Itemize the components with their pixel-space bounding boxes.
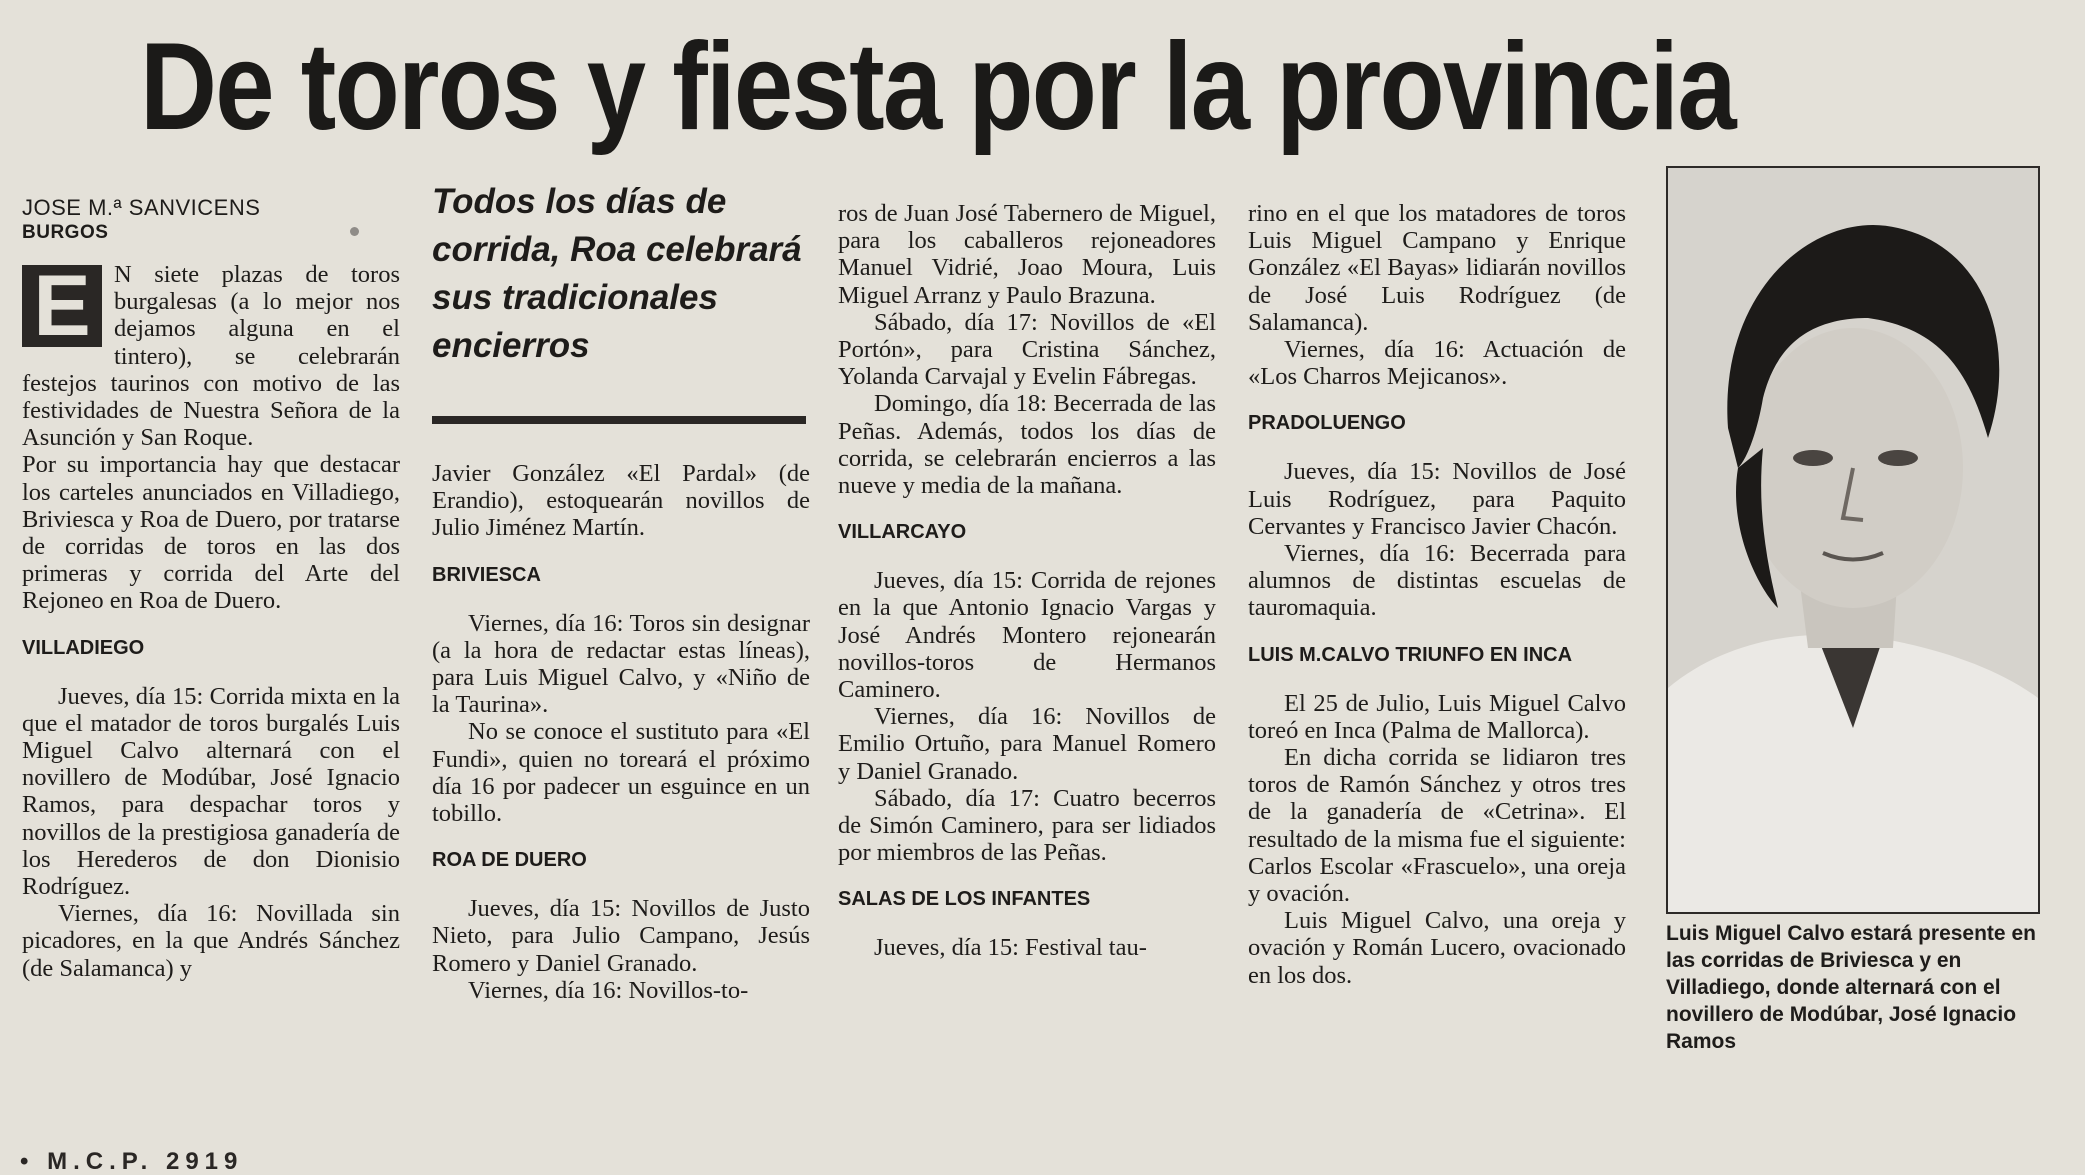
paragraph: Jueves, día 15: Corrida de rejones en la que Antonio Ignacio Vargas y José Andrés Montero rejonearán novillos-toros de Hermanos Caminero.	[838, 567, 1216, 704]
portrait-photo	[1666, 166, 2040, 914]
paragraph: Viernes, día 16: Novillada sin picadores, en la que Andrés Sánchez (de Salamanca) y	[22, 900, 400, 982]
paragraph: Viernes, día 16: Toros sin designar (a la hora de redactar estas líneas), para Luis Miguel Calvo, y «Niño de la Taurina».	[432, 609, 810, 719]
lead-paragraph: E N siete plazas de toros burgalesas (a lo mejor nos dejamos alguna en el tintero), se celebrarán festejos taurinos con motivo de las festividades de Nuestra Señora de la Asunción y San Roque.	[22, 258, 400, 452]
paragraph: Jueves, día 15: Corrida mixta en la que el matador de toros burgalés Luis Miguel Calvo alternará con el novillero de Modúbar, José Ignacio Ramos, para despachar toros y novillos de la prestigiosa ganadería de los Herederos de don Dionisio Rodríguez.	[22, 682, 400, 901]
paragraph: El 25 de Julio, Luis Miguel Calvo toreó en Inca (Palma de Mallorca).	[1248, 689, 1626, 744]
paragraph: En dicha corrida se lidiaron tres toros de Ramón Sánchez y otros tres de la ganadería de «Cetrina». El resultado de la misma fue el siguiente: Carlos Escolar «Frascuelo», una oreja y ovación.	[1248, 744, 1626, 908]
section-heading-salas-de-los-infantes: SALAS DE LOS INFANTES	[838, 888, 1091, 911]
photo-caption: Luis Miguel Calvo estará presente en las corridas de Briviesca y en Villadiego, donde alternará con el novillero de Modúbar, José Ignacio Ramos	[1666, 922, 2036, 1053]
paragraph: No se conoce el sustituto para «El Fundi», quien no toreará el próximo día 16 por padecer un esguince en un tobillo.	[432, 718, 810, 828]
paragraph: Viernes, día 16: Novillos de Emilio Ortuño, para Manuel Romero y Daniel Granado.	[838, 703, 1216, 785]
section-heading-villadiego: VILLADIEGO	[22, 636, 145, 659]
paragraph: rino en el que los matadores de toros Luis Miguel Campano y Enrique González «El Bayas» lidiarán novillos de José Luis Rodríguez (de Salamanca).	[1248, 200, 1626, 336]
page-title: De toros y fiesta por la provincia	[140, 18, 1735, 156]
paragraph: Luis Miguel Calvo, una oreja y ovación y Román Lucero, ovacionado en los dos.	[1248, 907, 1626, 989]
paragraph: Javier González «El Pardal» (de Erandio), estoquearán novillos de Julio Jiménez Martín.	[432, 460, 810, 542]
column-4	[1248, 200, 1626, 989]
page-footer: • M.C.P. 2919	[20, 1148, 244, 1175]
portrait-illustration	[1668, 168, 2038, 912]
pull-quote: Todos los días de corrida, Roa celebrará sus tradicionales encierros	[432, 182, 802, 365]
drop-cap: E	[22, 265, 102, 347]
section-heading-pradoluengo: PRADOLUENGO	[1248, 412, 1406, 435]
column-1	[22, 195, 400, 982]
column-2	[432, 182, 810, 1004]
paragraph: Sábado, día 17: Cuatro becerros de Simón Caminero, para ser lidiados por miembros de las Peñas.	[838, 784, 1216, 867]
pull-quote-rule	[432, 416, 806, 424]
paragraph: ros de Juan José Tabernero de Miguel, para los caballeros rejoneadores Manuel Vidrié, Joao Moura, Luis Miguel Arranz y Paulo Brazuna.	[838, 200, 1216, 309]
section-heading-inca: LUIS M.CALVO TRIUNFO EN INCA	[1248, 643, 1573, 666]
section-heading-briviesca: BRIVIESCA	[432, 563, 541, 586]
section-heading-roa-de-duero: ROA DE DUERO	[432, 849, 587, 872]
column-3	[838, 200, 1216, 962]
paragraph: Viernes, día 16: Novillos-to-	[468, 976, 749, 1004]
paragraph: Sábado, día 17: Novillos de «El Portón», para Cristina Sánchez, Yolanda Carvajal y Evelin Fábregas.	[838, 308, 1216, 391]
paragraph: Jueves, día 15: Novillos de Justo Nieto, para Julio Campano, Jesús Romero y Daniel Granado.	[432, 895, 810, 977]
paragraph: Viernes, día 16: Actuación de «Los Charros Mejicanos».	[1248, 336, 1626, 391]
paragraph: Viernes, día 16: Becerrada para alumnos de distintas escuelas de tauromaquia.	[1248, 540, 1626, 622]
paragraph: Jueves, día 15: Festival tau-	[874, 934, 1147, 962]
section-heading-villarcayo: VILLARCAYO	[838, 521, 967, 544]
paragraph: Domingo, día 18: Becerrada de las Peñas. Además, todos los días de corrida, se celebrarán encierros a las nueve y media de la mañana.	[838, 390, 1216, 500]
paragraph: Jueves, día 15: Novillos de José Luis Rodríguez, para Paquito Cervantes y Francisco Javier Chacón.	[1248, 458, 1626, 540]
byline-author: JOSE M.ª SANVICENS	[22, 195, 261, 220]
byline-place: BURGOS	[22, 222, 109, 243]
paragraph: Por su importancia hay que destacar los carteles anunciados en Villadiego, Briviesca y Roa de Duero, por tratarse de corridas de toros en las dos primeras y corrida del Arte del Rejoneo en Roa de Duero.	[22, 451, 400, 615]
